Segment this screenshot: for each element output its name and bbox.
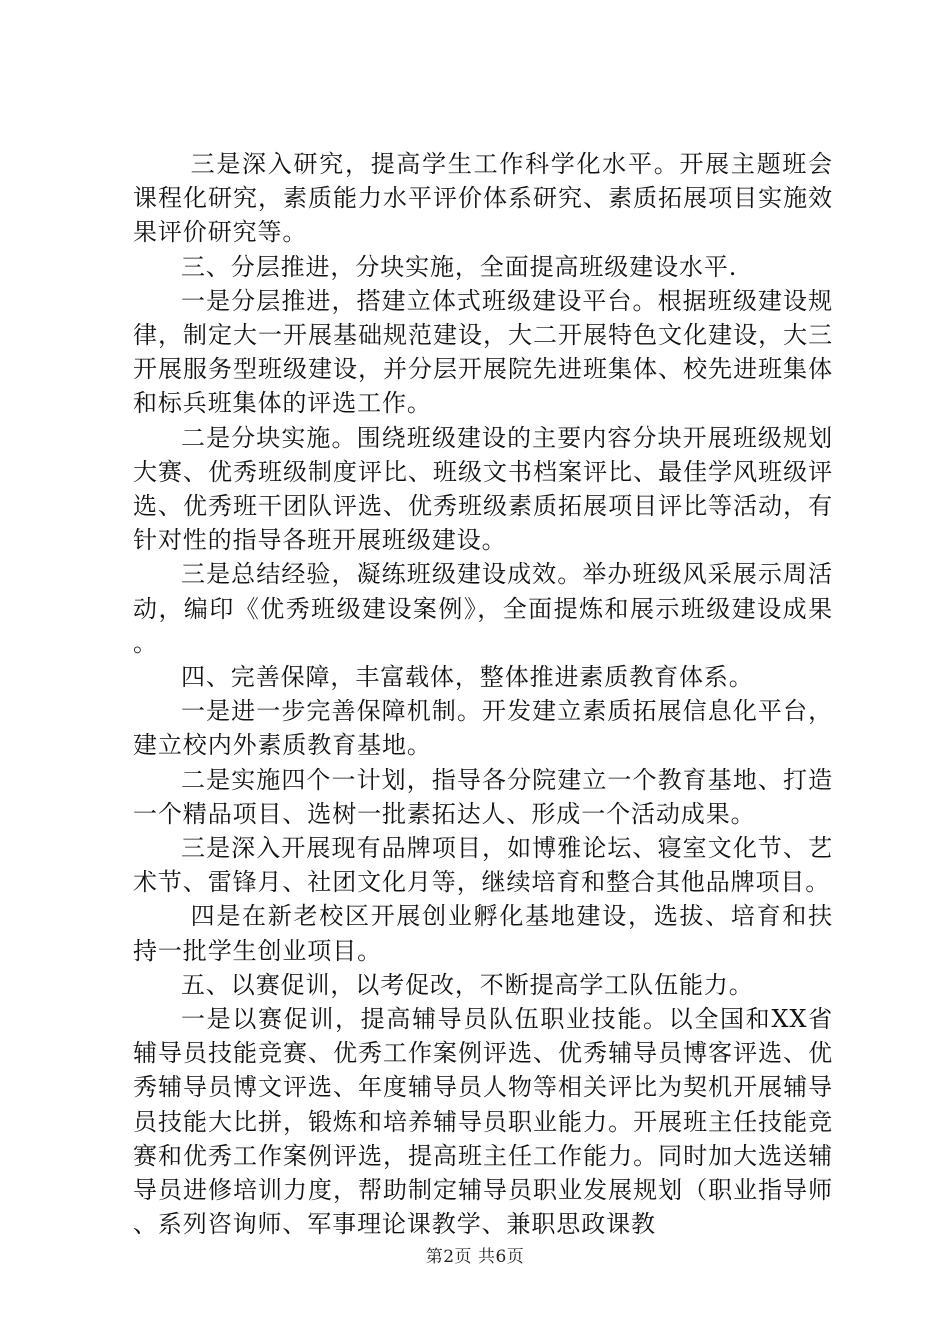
section-heading: 五、以赛促训，以考促改，不断提高学工队伍能力。	[181, 970, 754, 999]
paragraph: 三是深入开展现有品牌项目，如博雅论坛、寝室文化节、艺术节、雷锋月、社团文化月等，继续培育和整合其他品牌项目。	[133, 834, 833, 897]
document-body	[133, 147, 833, 1242]
paragraph: 一是进一步完善保障机制。开发建立素质拓展信息化平台，建立校内外素质教育基地。	[133, 697, 833, 760]
section-heading: 三、分层推进，分块实施，全面提高班级建设水平.	[181, 252, 738, 281]
paragraph: 二是分块实施。围绕班级建设的主要内容分块开展班级规划大赛、优秀班级制度评比、班级文书档案评比、最佳学风班级评选、优秀班干团队评选、优秀班级素质拓展项目评比等活动，有针对性的指导各班开展班级建设。	[133, 423, 833, 555]
paragraph: 二是实施四个一计划，指导各分院建立一个教育基地、打造一个精品项目、选树一批素拓达人、形成一个活动成果。	[133, 765, 833, 828]
paragraph: 三是深入研究，提高学生工作科学化水平。开展主题班会课程化研究，素质能力水平评价体系研究、素质拓展项目实施效果评价研究等。	[133, 150, 833, 247]
paragraph: 三是总结经验，凝练班级建设成效。举办班级风采展示周活动，编印《优秀班级建设案例》，全面提炼和展示班级建设成果。	[133, 560, 833, 657]
paragraph: 一是以赛促训，提高辅导员队伍职业技能。以全国和XX省辅导员技能竞赛、优秀工作案例评选、优秀辅导员博客评选、优秀辅导员博文评选、年度辅导员人物等相关评比为契机开展辅导员技能大比拼，锻炼和培养辅导员职业能力。开展班主任技能竞赛和优秀工作案例评选，提高班主任工作能力。同时加大选送辅导员进修培训力度，帮助制定辅导员职业发展规划（职业指导师、系列咨询师、军事理论课教学、兼职思政课教	[133, 1005, 833, 1239]
paragraph: 一是分层推进，搭建立体式班级建设平台。根据班级建设规律，制定大一开展基础规范建设，大二开展特色文化建设，大三开展服务型班级建设，并分层开展院先进班集体、校先进班集体和标兵班集体的评选工作。	[133, 286, 833, 418]
page-footer: 第2页 共6页	[425, 1247, 525, 1267]
section-heading: 四、完善保障，丰富载体，整体推进素质教育体系。	[181, 663, 754, 692]
paragraph: 四是在新老校区开展创业孵化基地建设，选拔、培育和扶持一批学生创业项目。	[133, 902, 833, 965]
